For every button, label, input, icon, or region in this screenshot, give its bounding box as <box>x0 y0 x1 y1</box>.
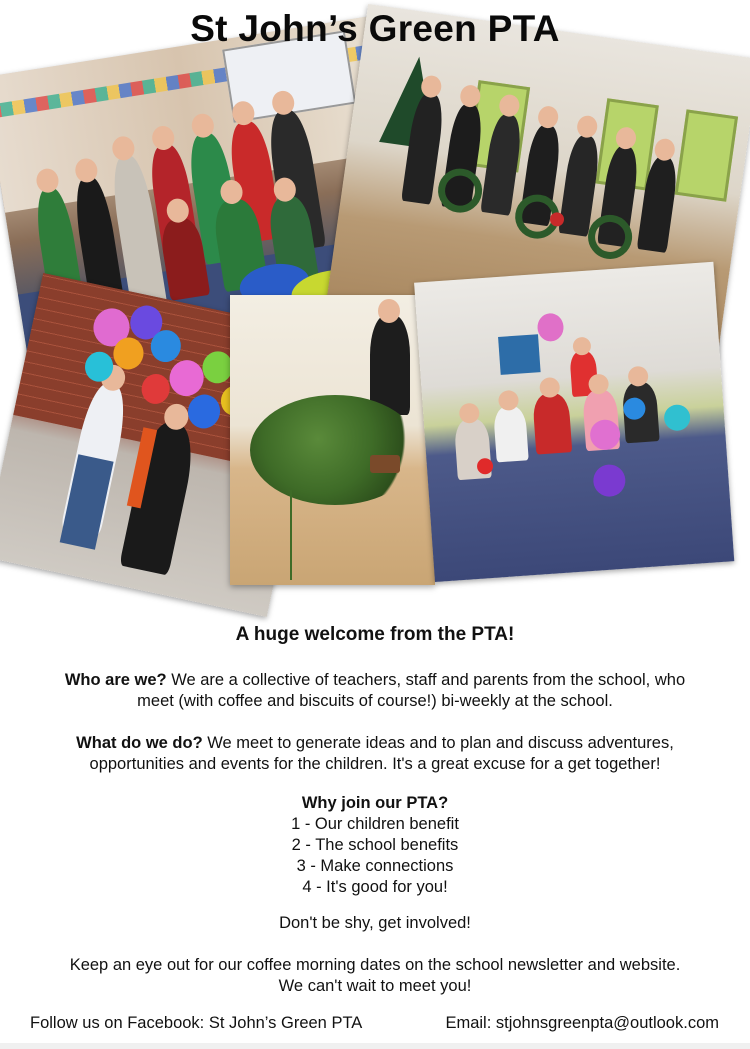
list-item: 1 - Our children benefit <box>291 815 459 833</box>
get-involved-text: Don't be shy, get involved! <box>279 914 471 932</box>
what-text: We meet to generate ideas and to plan and discuss adventures, <box>202 734 674 752</box>
what-text-line2: opportunities and events for the children. It's a great excuse for a get together! <box>89 755 661 773</box>
photo-plant <box>230 295 435 585</box>
email-text: Email: stjohnsgreenpta@outlook.com <box>445 1014 719 1032</box>
list-item: 4 - It's good for you! <box>302 878 448 896</box>
page-title: St John’s Green PTA <box>190 8 560 49</box>
keep-line2: We can't wait to meet you! <box>278 977 472 995</box>
what-do-we-do-paragraph <box>0 733 750 775</box>
why-join-section <box>0 793 750 898</box>
photo-exercise-balls <box>414 262 734 582</box>
who-label: Who are we? <box>64 671 167 689</box>
what-label: What do we do? <box>76 734 203 752</box>
keep-line1: Keep an eye out for our coffee morning dates on the school newsletter and website. <box>69 956 681 974</box>
who-text: We are a collective of teachers, staff and parents from the school, who <box>166 671 686 689</box>
who-text-line2: meet (with coffee and biscuits of course!) bi-weekly at the school. <box>137 692 613 710</box>
list-item: 2 - The school benefits <box>291 836 459 854</box>
list-item: 3 - Make connections <box>296 857 454 875</box>
why-heading: Why join our PTA? <box>301 794 449 812</box>
welcome-headline: A huge welcome from the PTA! <box>235 624 515 645</box>
coffee-morning-paragraph <box>0 955 750 997</box>
bottom-divider <box>0 1043 750 1049</box>
who-are-we-paragraph <box>0 670 750 712</box>
facebook-text: Follow us on Facebook: St John’s Green PTA <box>30 1014 363 1032</box>
